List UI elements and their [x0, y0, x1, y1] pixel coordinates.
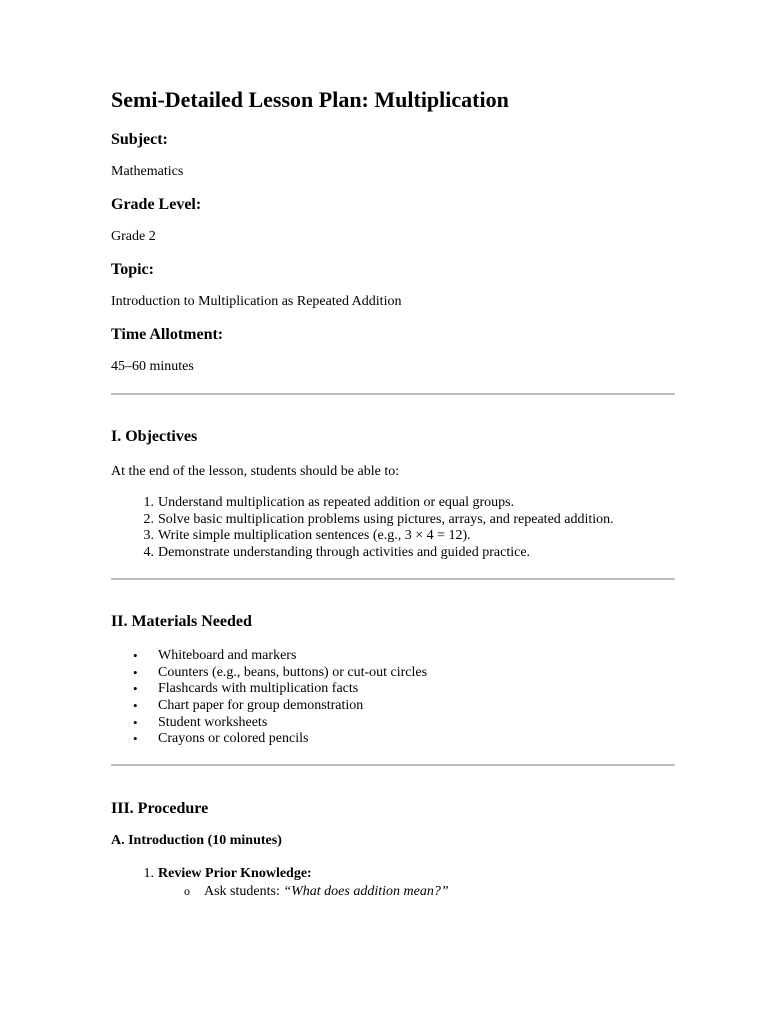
procedure-heading: III. Procedure — [111, 800, 209, 818]
objective-text: Understand multiplication as repeated addition or equal groups. — [158, 495, 515, 510]
material-text: Whiteboard and markers — [158, 647, 297, 663]
field-subject — [111, 129, 675, 181]
field-value-subject: Mathematics — [111, 164, 184, 179]
list-number: 4. — [143, 545, 154, 561]
objective-item — [111, 545, 675, 562]
bullet-icon: • — [133, 697, 138, 713]
objectives-section — [111, 426, 675, 562]
material-text: Flashcards with multiplication facts — [158, 681, 359, 697]
list-number: 1. — [143, 495, 154, 510]
objective-item — [111, 495, 675, 512]
material-text: Counters (e.g., beans, buttons) or cut-out circles — [158, 664, 428, 680]
step-sub-list — [158, 883, 675, 900]
objectives-intro: At the end of the lesson, students should be able to: — [111, 464, 400, 479]
objectives-list — [111, 495, 675, 562]
bullet-icon: • — [133, 714, 138, 730]
material-item — [111, 715, 675, 732]
divider — [111, 764, 675, 766]
material-text: Crayons or colored pencils — [158, 731, 309, 747]
material-text: Chart paper for group demonstration — [158, 697, 364, 713]
circle-bullet-icon: o — [184, 883, 190, 898]
material-item — [111, 665, 675, 682]
procedure-subheading: A. Introduction (10 minutes) — [111, 833, 282, 849]
materials-heading: II. Materials Needed — [111, 612, 252, 630]
bullet-icon: • — [133, 731, 138, 747]
field-value-topic: Introduction to Multiplication as Repeated Addition — [111, 294, 402, 309]
material-text: Student worksheets — [158, 714, 268, 730]
materials-section — [111, 611, 675, 748]
list-number: 2. — [143, 511, 154, 527]
bullet-icon: • — [133, 681, 138, 697]
objective-text: Write simple multiplication sentences (e.g., 3 × 4 = 12). — [158, 528, 471, 544]
document-title: Semi-Detailed Lesson Plan: Multiplication — [111, 87, 509, 112]
objective-item — [111, 512, 675, 529]
material-item — [111, 681, 675, 698]
step-label: Review Prior Knowledge: — [158, 866, 312, 882]
objective-text: Solve basic multiplication problems using pictures, arrays, and repeated addition. — [158, 511, 614, 527]
field-label-topic: Topic: — [111, 261, 154, 278]
field-label-grade-level: Grade Level: — [111, 196, 202, 213]
field-grade-level — [111, 194, 675, 246]
procedure-step — [111, 866, 675, 900]
procedure-section — [111, 798, 675, 900]
material-item — [111, 698, 675, 715]
material-item — [111, 731, 675, 748]
sub-item-quote: “What does addition mean?” — [283, 883, 449, 899]
list-number: 1. — [143, 866, 154, 882]
field-label-time-allotment: Time Allotment: — [111, 326, 224, 343]
bullet-icon: • — [133, 647, 138, 663]
sub-list-item — [158, 883, 675, 900]
field-value-time-allotment: 45–60 minutes — [111, 359, 194, 374]
divider — [111, 578, 675, 580]
material-item — [111, 648, 675, 665]
objectives-heading: I. Objectives — [111, 428, 198, 445]
procedure-steps — [111, 866, 675, 900]
objective-text: Demonstrate understanding through activities and guided practice. — [158, 545, 531, 561]
bullet-icon: • — [133, 664, 138, 680]
divider — [111, 393, 675, 395]
field-topic — [111, 259, 675, 311]
field-label-subject: Subject: — [111, 131, 168, 148]
sub-item-prefix: Ask students: — [204, 883, 284, 899]
objective-item — [111, 528, 675, 545]
field-time-allotment — [111, 324, 675, 376]
materials-list — [111, 648, 675, 748]
document-page — [111, 86, 675, 900]
list-number: 3. — [143, 528, 154, 544]
field-value-grade-level: Grade 2 — [111, 229, 156, 244]
